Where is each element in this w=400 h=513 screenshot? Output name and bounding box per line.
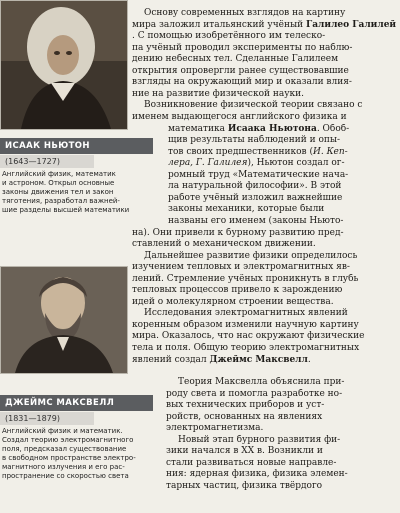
text-line: мира заложил итальянский учёный Галилео Галилей: [132, 19, 396, 30]
text-line: математика Исаака Ньютона. Обоб-: [168, 123, 350, 134]
maxwell-caption: [2, 427, 140, 480]
text-line: вых технических приборов и уст-: [166, 400, 325, 411]
text-line: ромный труд «Математические нача-: [168, 169, 349, 180]
maxwell-years-label: (1831—1879): [0, 412, 94, 425]
text-block-upper: [132, 8, 396, 123]
text-line: Теория Максвелла объяснила при-: [178, 377, 345, 387]
maxwell-portrait: [0, 266, 128, 374]
maxwell-name: Джеймс Максвелл: [209, 354, 308, 365]
text-line: лера, Г. Галилея), Ньютон создал ог-: [168, 158, 345, 169]
caption-line: шие разделы высшей математики: [2, 205, 130, 214]
text-line: открытия опровергли ранее существовавшие: [132, 65, 349, 76]
newton-name-label: ИСААК НЬЮТОН: [0, 138, 153, 154]
galileo-name: Галилео Галилей: [306, 19, 396, 30]
text-line: явлений создал Джеймс Максвелл.: [132, 354, 311, 365]
caption-line: магнитного излучения и его рас-: [2, 462, 125, 471]
caption-line: поля, предсказал существование: [2, 444, 127, 453]
kepler-name: И. Кеп-: [313, 146, 348, 157]
text-line: дению небесных тел. Сделанные Галилеем: [132, 54, 339, 65]
text-line: названы его именем (законы Ньюто-: [168, 215, 344, 226]
text-line: зики начался в XX в. Возникли и: [166, 446, 323, 457]
caption-line: законы движения тел и закон: [2, 187, 114, 196]
caption-line: и астроном. Открыл основные: [2, 178, 115, 187]
text-line: именем выдающегося английского физика и: [132, 111, 347, 122]
caption-line: в свободном пространстве электро-: [2, 453, 136, 462]
text-line: работе учёный изложил важнейшие: [168, 192, 343, 203]
text-line: ройств, основанных на явлениях: [166, 411, 323, 422]
caption-line: Английский физик, математик: [2, 170, 116, 178]
text-line: Дальнейшее развитие физики определилось: [144, 250, 358, 261]
newton-name: Исаака Ньютона: [227, 123, 317, 134]
text-line: тарных частиц, физика твёрдого: [166, 480, 323, 491]
text-line: взгляды на окружающий мир и оказали влия-: [132, 77, 352, 88]
text-line: тов своих предшественников (И. Кеп-: [168, 146, 348, 157]
text-line: ния: ядерная физика, физика элемен-: [166, 469, 348, 480]
text-line: ние на развитие физической науки.: [132, 88, 304, 99]
text-line: тепловых процессов привело к зарождению: [132, 285, 343, 296]
text-line: коренным образом изменили научную картину: [132, 319, 359, 330]
text-block-newton: [168, 124, 396, 228]
text-line: лений. Стремление учёных проникнуть в глубь: [132, 273, 359, 284]
text-line: стали развиваться новые направле-: [166, 457, 337, 468]
caption-line: Создал теорию электромагнитного: [2, 435, 134, 444]
text-line: ставлений о механическом движении.: [132, 239, 316, 250]
text-line: ла натуральной философии». В этой: [168, 181, 342, 192]
text-line: щив результаты наблюдений и опы-: [168, 135, 341, 146]
text-line: роду света и помогла разработке но-: [166, 388, 343, 399]
maxwell-name-label: ДЖЕЙМС МАКСВЕЛЛ: [0, 395, 153, 411]
text-line: Исследования электромагнитных явлений: [144, 308, 348, 319]
text-block-lower: [166, 377, 396, 492]
newton-portrait: [0, 0, 128, 130]
text-line: тела и поля. Общую теорию электромагнитных: [132, 342, 360, 353]
kepler-galileo-names: лера, Г. Галилея: [168, 158, 248, 169]
text-line: Новый этап бурного развития фи-: [178, 434, 341, 445]
text-line: Основу современных взглядов на картину: [144, 8, 346, 18]
text-line: электромагнетизма.: [166, 423, 264, 434]
text-line: па учёный проводил эксперименты по наблю-: [132, 42, 353, 53]
caption-line: пространение со скоростью света: [2, 471, 129, 480]
text-line: мира. Оказалось, что нас окружают физические: [132, 331, 365, 342]
caption-line: тяготения, разработал важней-: [2, 196, 120, 205]
text-line: Возникновение физической теории связано с: [144, 100, 363, 111]
newton-caption: [2, 170, 140, 215]
text-line: . С помощью изобретённого им телеско-: [132, 31, 326, 42]
text-line: идей о молекулярном строении вещества.: [132, 296, 334, 307]
caption-line: Английский физик и математик.: [2, 427, 123, 435]
text-line: изучением тепловых и электромагнитных яв-: [132, 262, 350, 273]
text-line: законы механики, которые были: [168, 204, 325, 215]
text-block-middle: [132, 228, 396, 367]
text-line: на). Они привели к бурному развитию пред-: [132, 227, 344, 238]
newton-years-label: (1643—1727): [0, 155, 94, 168]
